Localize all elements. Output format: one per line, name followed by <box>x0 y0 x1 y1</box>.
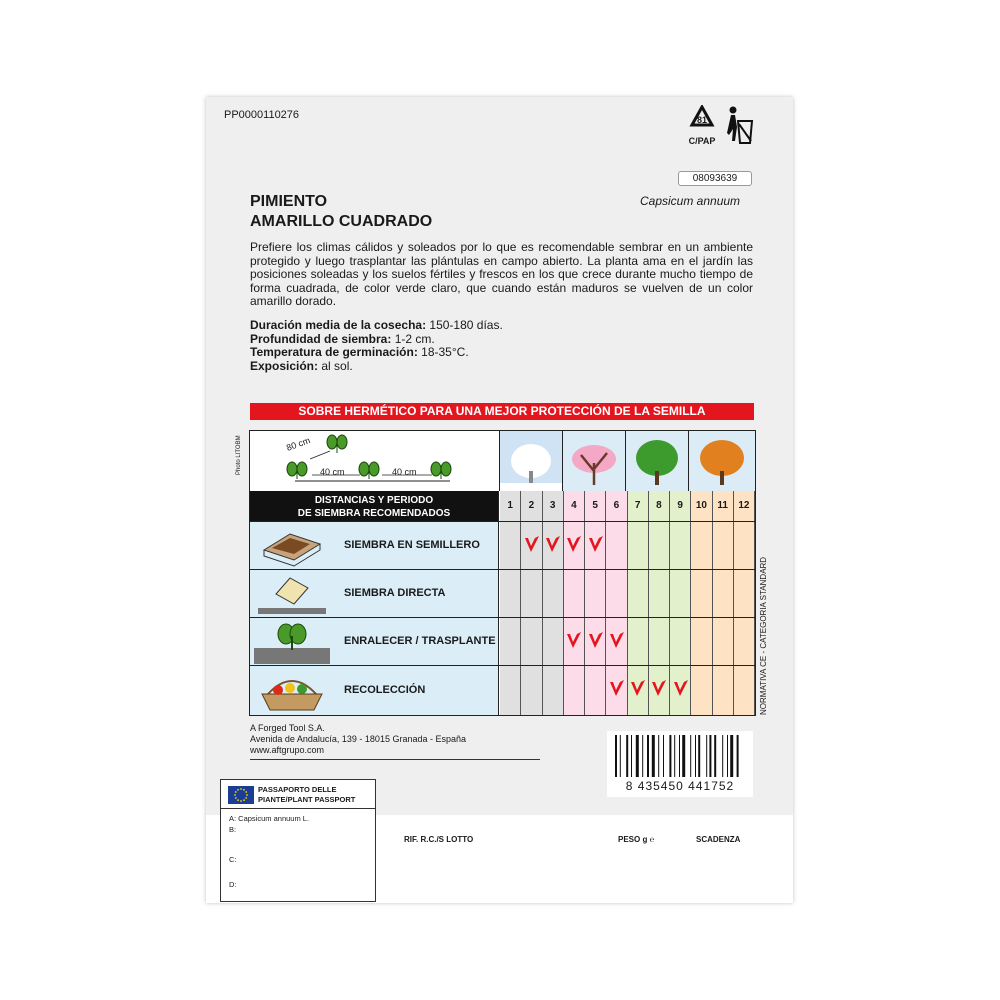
check-mark-icon <box>587 630 605 652</box>
activity-label: RECOLECCIÓN <box>334 666 499 715</box>
activity-label: SIEMBRA EN SEMILLERO <box>334 522 499 569</box>
month-label: 4 <box>564 491 585 521</box>
product-title: PIMIENTO AMARILLO CUADRADO <box>250 193 433 230</box>
reference-number: 08093639 <box>678 171 752 186</box>
activity-label: ENRALECER / TRASPLANTE <box>334 618 499 665</box>
fact-exposure: Exposición: al sol. <box>250 358 353 373</box>
check-mark-icon <box>523 534 541 556</box>
month-label: 3 <box>543 491 564 521</box>
month-label: 7 <box>628 491 649 521</box>
plant-passport <box>220 779 376 902</box>
check-mark-icon <box>650 678 668 700</box>
activity-row-direct <box>250 569 755 617</box>
photo-credit: Photo LITOBM <box>236 435 242 475</box>
winter-tree-icon <box>500 431 563 491</box>
month-header <box>500 491 755 521</box>
month-label: 6 <box>606 491 627 521</box>
activity-row-seedbed <box>250 521 755 569</box>
check-mark-icon <box>544 534 562 556</box>
fact-harvest: Duración media de la cosecha: 150-180 días. <box>250 318 503 332</box>
product-description: Prefiere los climas cálidos y soleados por lo que es recomendable sembrar en un ambiente protegido y luego trasplantar las plántulas en campo abierto. La planta ama en el jardín las posiciones soleadas y los suelos fértiles y frescos en los que crece durante mucho tiempo de forma cuadrada, de color verde claro, que cuando están maduros se vuelven de un color amarillo dorado. <box>250 240 753 308</box>
seedbed-tray-icon <box>250 522 335 569</box>
month-label: 9 <box>670 491 691 521</box>
check-mark-icon <box>672 678 690 700</box>
hermetic-banner: SOBRE HERMÉTICO PARA UNA MEJOR PROTECCIÓN DE LA SEMILLA <box>250 403 754 420</box>
normativa-label: NORMATIVA CE - CATEGORIA STANDARD <box>759 556 768 715</box>
autumn-tree-icon <box>689 431 755 491</box>
fact-temperature: Temperatura de germinación: 18-35°C. <box>250 345 469 359</box>
plant-distance-2: 40 cm <box>392 467 417 477</box>
check-mark-icon <box>587 534 605 556</box>
seed-packet-back <box>206 97 793 903</box>
row-distance: 80 cm <box>285 435 312 453</box>
check-mark-icon <box>608 678 626 700</box>
trash-bin-icon <box>724 105 756 149</box>
passport-b: B: <box>229 825 237 834</box>
passport-d: D: <box>229 880 237 889</box>
product-code: PP0000110276 <box>224 109 300 121</box>
check-mark-icon <box>565 630 583 652</box>
recycle-icon: 81 C/PAP <box>684 105 720 149</box>
cultivation-facts <box>250 319 503 373</box>
month-label: 1 <box>500 491 521 521</box>
spacing-heading: DISTANCIAS Y PERIODO DE SIEMBRA RECOMENDADOS <box>250 491 499 521</box>
spacing-diagram <box>250 431 500 491</box>
month-label: 12 <box>734 491 755 521</box>
recycle-label: C/PAP <box>688 136 716 146</box>
harvest-basket-icon <box>250 666 335 715</box>
activity-row-transplant <box>250 617 755 665</box>
month-label: 10 <box>691 491 712 521</box>
passport-a: A: Capsicum annuum L. <box>229 814 310 823</box>
passport-title: PASSAPORTO DELLE PIANTE/PLANT PASSPORT <box>258 785 356 804</box>
check-mark-icon <box>608 630 626 652</box>
eu-flag-icon <box>228 786 254 804</box>
divider <box>250 759 540 760</box>
check-mark-icon <box>565 534 583 556</box>
plant-distance-1: 40 cm <box>320 467 345 477</box>
barcode <box>607 731 753 797</box>
lot-label: RIF. R.C./S LOTTO <box>404 835 474 844</box>
passport-c: C: <box>229 855 237 864</box>
barcode-number: 8 435450 441752 <box>625 779 735 793</box>
direct-sowing-icon <box>250 570 335 617</box>
fact-depth: Profundidad de siembra: 1-2 cm. <box>250 331 435 346</box>
seedling-icon <box>287 435 451 479</box>
month-label: 11 <box>713 491 734 521</box>
check-mark-icon <box>629 678 647 700</box>
company-info: A Forged Tool S.A. Avenida de Andalucía, 139 - 18015 Granada - España www.aftgrupo.com <box>250 723 466 755</box>
latin-name: Capsicum annuum <box>640 194 741 208</box>
sowing-calendar <box>249 430 756 716</box>
expiry-label: SCADENZA <box>696 835 741 844</box>
weight-label: PESO g ℮ <box>618 835 655 844</box>
summer-tree-icon <box>626 431 689 491</box>
month-label: 2 <box>521 491 542 521</box>
spring-tree-icon <box>563 431 626 491</box>
month-label: 5 <box>585 491 606 521</box>
estimated-sign-icon: ℮ <box>649 835 655 844</box>
activity-label: SIEMBRA DIRECTA <box>334 570 499 617</box>
month-label: 8 <box>649 491 670 521</box>
transplant-seedling-icon <box>250 618 335 665</box>
